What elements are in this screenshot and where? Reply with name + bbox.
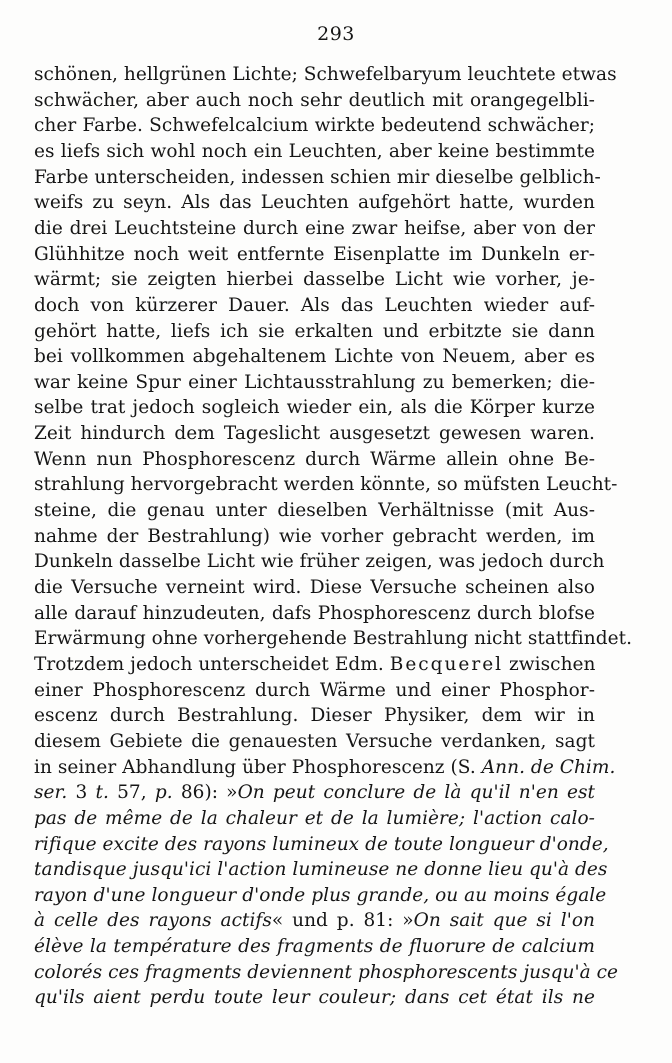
text-segment: diesem Gebiete die genauesten Versuche verdanken, sagt — [34, 731, 595, 752]
text-line — [34, 703, 595, 729]
text-line — [34, 549, 605, 575]
text-line — [34, 806, 595, 832]
text-segment: pas de même de la chaleur et de la lumière; l'action calo- — [34, 808, 595, 829]
text-segment: selbe trat jedoch sogleich wieder ein, als die Körper kurze — [34, 397, 595, 418]
text-segment: es liefs sich wohl noch ein Leuchten, aber keine bestimmte — [34, 141, 595, 162]
text-segment: die drei Leuchtsteine durch eine zwar heifse, aber von der — [34, 218, 595, 239]
text-segment: ser. — [34, 782, 68, 803]
text-segment: Dunkeln dasselbe Licht wie früher zeigen, was jedoch durch — [34, 551, 605, 572]
text-segment: tandisque jusqu'ici l'action lumineuse ne donne lieu qu'à des — [34, 859, 608, 880]
text-segment: die Versuche verneint wird. Diese Versuche scheinen also — [34, 577, 595, 598]
text-line — [34, 370, 595, 396]
text-segment: élève la température des fragments de fluorure de calcium — [34, 936, 595, 957]
text-line — [34, 755, 616, 781]
text-segment: On peut conclure de là qu'il n'en est — [237, 782, 595, 803]
text-segment: schönen, hellgrünen Lichte; Schwefelbaryum leuchtete etwas — [34, 64, 617, 85]
text-segment: bei vollkommen abgehaltenem Lichte von Neuem, aber es — [34, 346, 595, 367]
text-segment: Wenn nun Phosphorescenz durch Wärme allein ohne Be- — [34, 449, 595, 470]
text-segment: à celle des rayons actifs — [34, 910, 272, 931]
text-segment: t. — [95, 782, 109, 803]
text-line — [34, 601, 595, 627]
text-segment: colorés ces fragments deviennent phosphorescents jusqu'à ce — [34, 962, 619, 983]
text-segment: zwischen — [503, 654, 596, 675]
text-line — [34, 498, 595, 524]
text-segment: rifique excite des rayons lumineux de toute longueur d'onde, — [34, 834, 609, 855]
text-segment: 3 — [67, 782, 96, 803]
page-number: 293 — [317, 23, 355, 45]
text-segment: cher Farbe. Schwefelcalcium wirkte bedeutend schwächer; — [34, 115, 595, 136]
text-line — [34, 165, 601, 191]
text-line — [34, 88, 595, 114]
text-line — [34, 729, 595, 755]
text-line — [34, 780, 595, 806]
text-segment: steine, die genau unter dieselben Verhältnisse (mit Aus- — [34, 500, 595, 521]
text-segment: rayon d'une longueur d'onde plus grande, ou au moins égale — [34, 885, 607, 906]
text-line — [34, 575, 595, 601]
text-segment: Zeit hindurch dem Tageslicht ausgesetzt gewesen waren. — [34, 423, 595, 444]
text-segment: Ann. de Chim. — [481, 757, 616, 778]
text-line — [34, 960, 619, 986]
text-line — [34, 216, 595, 242]
text-segment: « und p. 81: » — [271, 910, 414, 931]
text-segment: gehört hatte, liefs ich sie erkalten und erbitzte sie dann — [34, 321, 595, 342]
text-line — [34, 319, 595, 345]
text-line — [34, 139, 595, 165]
text-segment: escenz durch Bestrahlung. Dieser Physiker, dem wir in — [34, 705, 595, 726]
text-line — [34, 524, 595, 550]
text-segment: alle darauf hinzudeuten, dafs Phosphorescenz durch blofse — [34, 603, 595, 624]
text-line — [34, 267, 595, 293]
text-line — [34, 190, 595, 216]
text-line — [34, 421, 595, 447]
text-segment: p. — [154, 782, 173, 803]
text-line — [34, 678, 595, 704]
text-segment: strahlung hervorgebracht werden könnte, so müfsten Leucht- — [34, 474, 618, 495]
text-segment: nahme der Bestrahlung) wie vorher gebracht werden, im — [34, 526, 595, 547]
text-line — [34, 293, 595, 319]
text-line — [34, 908, 595, 934]
text-line — [34, 934, 595, 960]
text-segment: doch von kürzerer Dauer. Als das Leuchten wieder auf- — [34, 295, 595, 316]
text-segment: weifs zu seyn. Als das Leuchten aufgehört hatte, wurden — [34, 192, 595, 213]
text-line — [34, 447, 595, 473]
text-line — [34, 62, 617, 88]
text-line — [34, 113, 595, 139]
text-segment: Farbe unterscheiden, indessen schien mir dieselbe gelblich- — [34, 167, 601, 188]
text-segment: 86): » — [172, 782, 238, 803]
text-line — [34, 985, 595, 1011]
text-line — [34, 344, 595, 370]
text-line — [34, 395, 595, 421]
text-segment: Glühhitze noch weit entfernte Eisenplatte im Dunkeln er- — [34, 244, 595, 265]
text-line — [34, 242, 595, 268]
text-segment: On sait que si l'on — [413, 910, 595, 931]
text-segment: 57, — [108, 782, 155, 803]
text-segment: einer Phosphorescenz durch Wärme und einer Phosphor- — [34, 680, 595, 701]
text-segment: qu'ils aient perdu toute leur couleur; dans cet état ils ne — [34, 987, 595, 1008]
text-line — [34, 472, 618, 498]
text-line — [34, 857, 608, 883]
text-segment: Erwärmung ohne vorhergehende Bestrahlung nicht stattfindet. — [34, 628, 633, 649]
text-segment: in seiner Abhandlung über Phosphorescenz (S. — [34, 757, 482, 778]
text-line — [34, 883, 607, 909]
text-line — [34, 832, 609, 858]
text-segment: war keine Spur einer Lichtausstrahlung zu bemerken; die- — [34, 372, 595, 393]
text-segment: wärmt; sie zeigten hierbei dasselbe Licht wie vorher, je- — [34, 269, 595, 290]
text-segment: Trotzdem jedoch unterscheidet Edm. — [34, 654, 390, 675]
text-line — [34, 626, 633, 652]
text-segment: schwächer, aber auch noch sehr deutlich mit orangegelbli- — [34, 90, 595, 111]
text-segment: Becquerel — [389, 654, 504, 675]
text-line — [34, 652, 595, 678]
